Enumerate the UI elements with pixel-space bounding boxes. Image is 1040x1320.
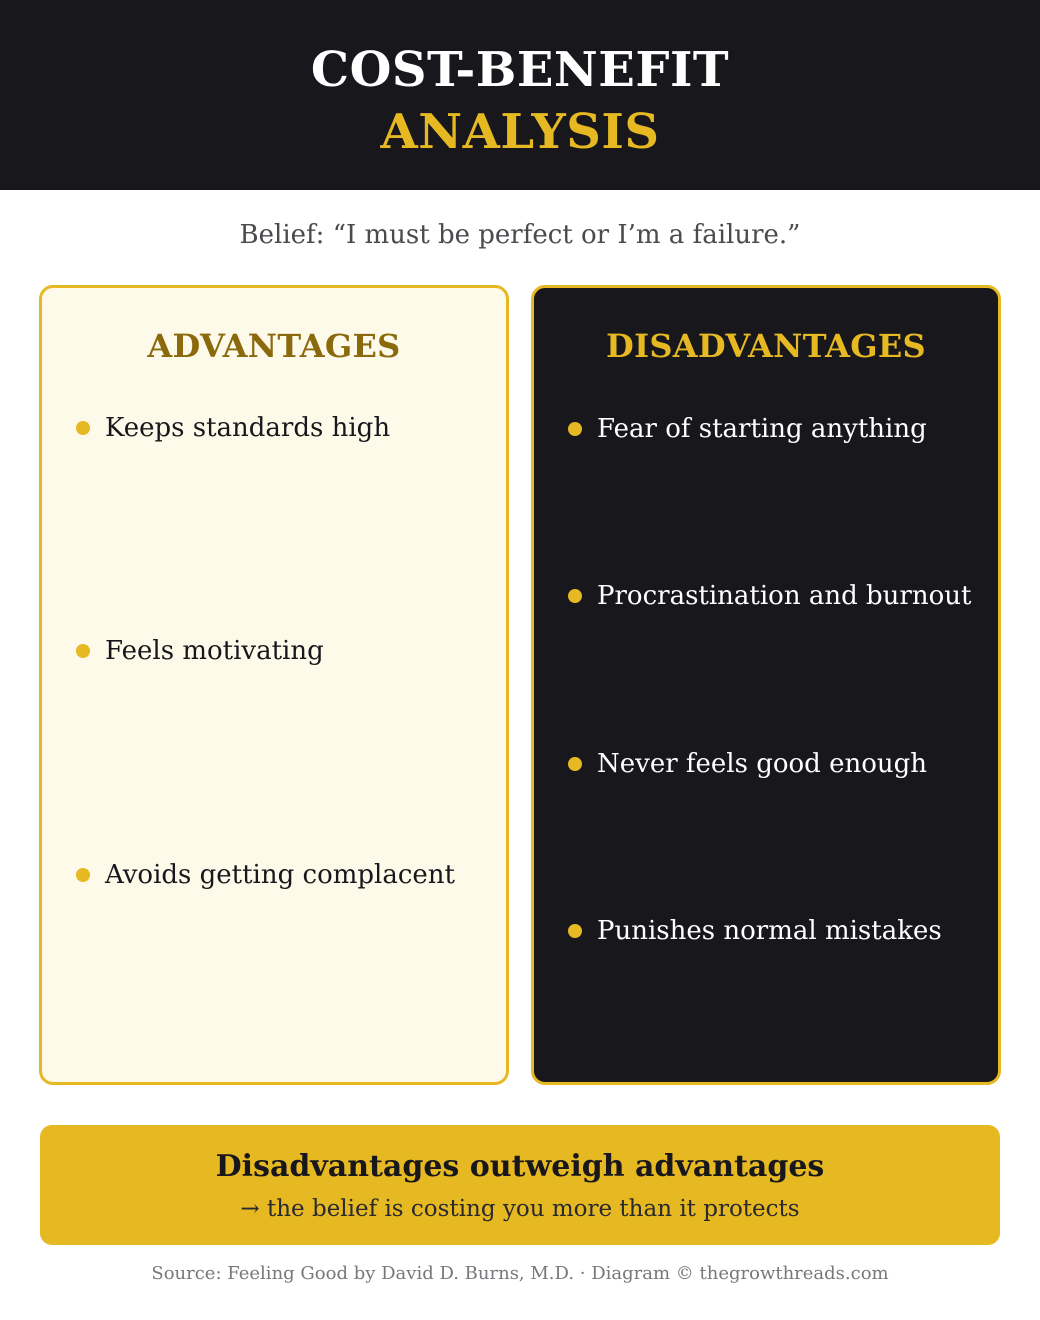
disadvantage-item [568,913,978,949]
bullet-dot-icon [568,589,582,603]
disadvantage-item-text: Procrastination and burnout [597,581,972,611]
advantages-panel [39,285,509,1085]
conclusion-heading: Disadvantages outweigh advantages [215,1149,825,1184]
disadvantage-item-text: Punishes normal mistakes [597,916,942,946]
bullet-dot-icon [568,422,582,436]
disadvantage-item [568,746,978,782]
disadvantage-item [568,578,978,614]
advantage-item-text: Avoids getting complacent [105,860,455,890]
conclusion-subtext: → the belief is costing you more than it protects [240,1196,800,1222]
advantage-item [76,410,486,446]
disadvantage-item-text: Fear of starting anything [597,414,927,444]
source-credit: Source: Feeling Good by David D. Burns, M.D. · Diagram © thegrowthreads.com [151,1263,889,1284]
advantage-item-text: Keeps standards high [105,413,391,443]
bullet-dot-icon [76,421,90,435]
advantages-title: ADVANTAGES [147,327,401,365]
bullet-dot-icon [568,924,582,938]
title-line-1: COST-BENEFIT [310,42,730,98]
title-line-2: ANALYSIS [380,104,660,160]
disadvantages-panel [531,285,1001,1085]
bullet-dot-icon [76,868,90,882]
bullet-dot-icon [568,757,582,771]
header-banner [0,0,1040,190]
bullet-dot-icon [76,644,90,658]
disadvantage-item-text: Never feels good enough [597,749,928,779]
disadvantage-item [568,411,978,447]
advantage-item [76,857,486,893]
belief-statement: Belief: “I must be perfect or I’m a failure.” [239,220,801,250]
disadvantages-title: DISADVANTAGES [606,327,926,365]
conclusion-box [40,1125,1000,1245]
advantage-item [76,633,486,669]
advantage-item-text: Feels motivating [105,636,324,666]
